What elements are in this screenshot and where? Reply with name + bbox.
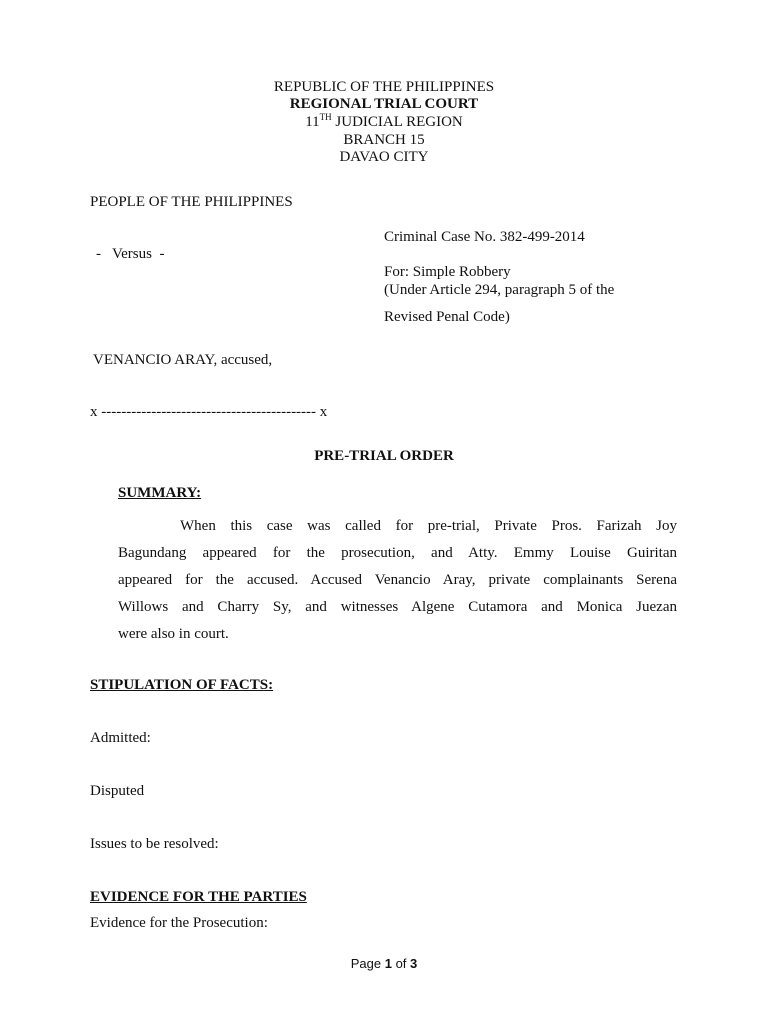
evidence-prosecution-label: Evidence for the Prosecution: — [90, 915, 268, 931]
header-republic: REPUBLIC OF THE PHILIPPINES — [273, 79, 495, 95]
disputed-label: Disputed — [90, 783, 145, 799]
summary-line: When this case was called for pre-trial, Private Pros. Farizah Joy — [180, 518, 677, 534]
admitted-label: Admitted: — [90, 730, 151, 746]
caption-accused: VENANCIO ARAY, accused, — [93, 352, 273, 368]
caption-offense: For: Simple Robbery — [384, 264, 511, 280]
header-branch: BRANCH 15 — [343, 132, 425, 148]
caption-article: (Under Article 294, paragraph 5 of the — [384, 282, 615, 298]
stipulation-heading: STIPULATION OF FACTS: — [90, 677, 274, 693]
summary-line: were also in court. — [118, 626, 229, 642]
caption-separator: x ------------------------------------------- x — [90, 404, 328, 420]
header-city: DAVAO CITY — [339, 149, 429, 165]
caption-case-number: Criminal Case No. 382-499-2014 — [384, 229, 585, 245]
caption-versus: - Versus - — [96, 246, 165, 262]
summary-paragraph — [118, 513, 677, 648]
header-region: 11TH JUDICIAL REGION — [305, 112, 463, 130]
header-court: REGIONAL TRIAL COURT — [289, 96, 479, 112]
evidence-heading: EVIDENCE FOR THE PARTIES — [90, 889, 307, 905]
summary-heading: SUMMARY: — [118, 485, 202, 501]
summary-line: Bagundang appeared for the prosecution, and Atty. Emmy Louise Guiritan — [118, 545, 677, 561]
caption-plaintiff: PEOPLE OF THE PHILIPPINES — [90, 194, 293, 210]
issues-label: Issues to be resolved: — [90, 836, 219, 852]
summary-line: Willows and Charry Sy, and witnesses Algene Cutamora and Monica Juezan — [118, 599, 677, 615]
summary-line: appeared for the accused. Accused Venancio Aray, private complainants Serena — [118, 572, 677, 588]
caption-penal-code: Revised Penal Code) — [384, 309, 510, 325]
order-title: PRE-TRIAL ORDER — [314, 448, 454, 464]
page-number: Page 1 of 3 — [350, 956, 418, 971]
